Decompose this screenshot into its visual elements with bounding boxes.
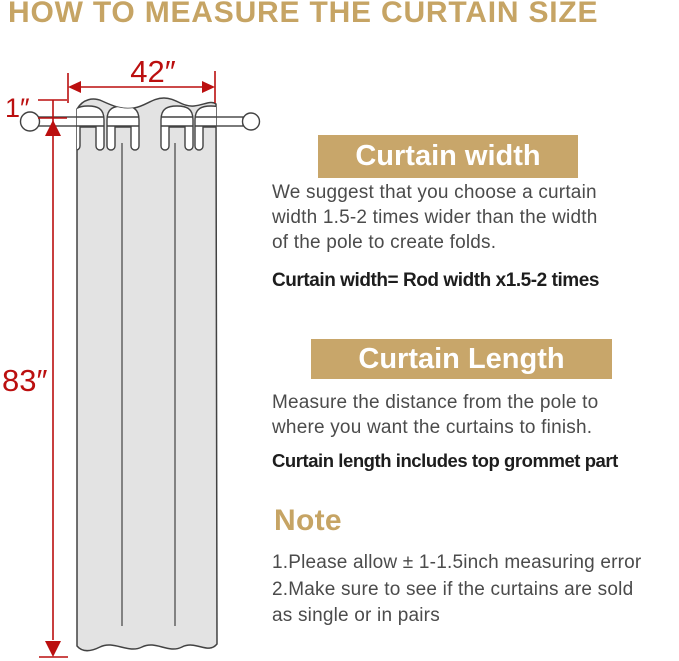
curtain-length-formula: Curtain length includes top grommet part	[272, 450, 618, 471]
length-dimension-label: 83″	[2, 363, 48, 398]
note-line: 2.Make sure to see if the curtains are sold	[272, 578, 634, 600]
width-arrowhead-left	[68, 81, 81, 93]
width-arrowhead-right	[202, 81, 215, 93]
curtain-width-heading: Curtain width	[318, 135, 578, 178]
note-heading: Note	[274, 504, 342, 537]
body-line: Measure the distance from the pole to	[272, 392, 599, 413]
page-title: HOW TO MEASURE THE CURTAIN SIZE	[8, 0, 599, 29]
note-line: 1.Please allow ± 1-1.5inch measuring error	[272, 552, 642, 573]
curtain-measurement-diagram	[0, 40, 300, 661]
body-line: of the pole to create folds.	[272, 232, 497, 253]
body-line: width 1.5-2 times wider than the width	[272, 207, 598, 228]
length-arrowhead-bottom	[45, 641, 61, 657]
curtain-width-formula: Curtain width= Rod width x1.5-2 times	[272, 270, 599, 291]
curtain-length-body	[272, 390, 598, 440]
rod-finial-right	[243, 113, 260, 130]
body-line: where you want the curtains to finish.	[272, 417, 593, 438]
note-list	[272, 550, 641, 630]
curtain-rod-right	[215, 113, 260, 130]
width-dimension-label: 42″	[130, 54, 176, 89]
curtain-length-heading: Curtain Length	[311, 339, 612, 379]
note-line: as single or in pairs	[272, 605, 440, 626]
body-line: We suggest that you choose a curtain	[272, 182, 597, 203]
curtain-panel	[77, 98, 217, 651]
curtain-width-body	[272, 180, 597, 255]
offset-dimension-label: 1″	[5, 93, 30, 123]
